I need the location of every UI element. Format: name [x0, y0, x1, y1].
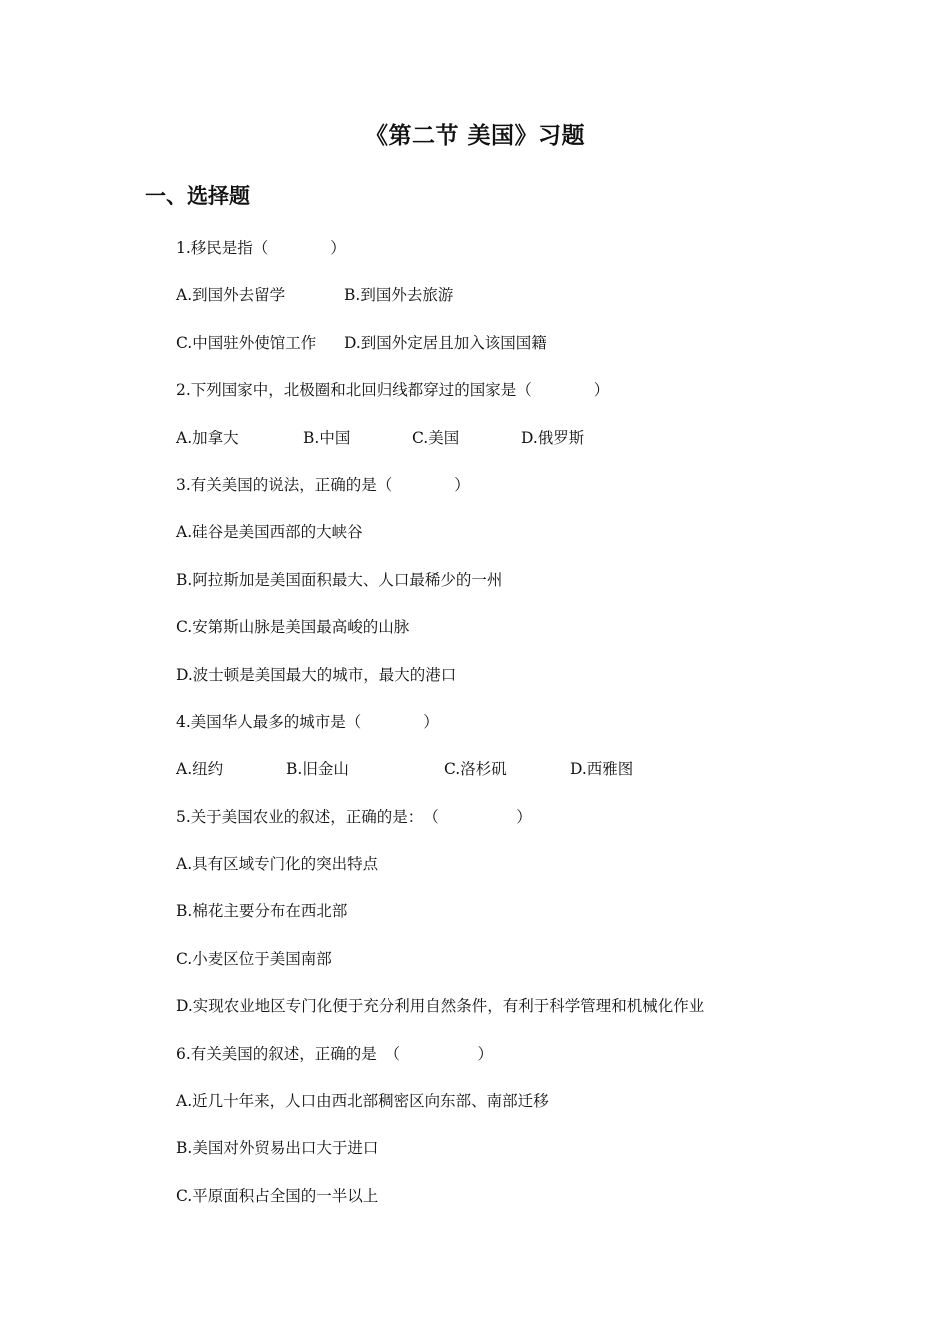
- option-a: A.加拿大: [176, 428, 239, 447]
- option-row: [176, 754, 876, 801]
- option-d: D.西雅图: [570, 760, 634, 779]
- option-a: A.到国外去留学: [176, 286, 286, 305]
- question-stem: 6.有关美国的叙述，正确的是 （ ）: [176, 1044, 494, 1063]
- option-d: D.波士顿是美国最大的城市，最大的港口: [176, 665, 457, 684]
- option-c: C.平原面积占全国的一半以上: [176, 1186, 379, 1205]
- option-a: A.纽约: [176, 760, 224, 779]
- option-b: B.棉花主要分布在西北部: [176, 902, 348, 921]
- question-stem: 5.关于美国农业的叙述，正确的是： （ ）: [176, 807, 532, 826]
- question-stem: 3.有关美国的说法，正确的是（ ）: [176, 475, 470, 494]
- option-d: D.俄罗斯: [521, 428, 585, 447]
- question-stem: 4.美国华人最多的城市是（ ）: [176, 712, 439, 731]
- option-b: B.阿拉斯加是美国面积最大、人口最稀少的一州: [176, 570, 503, 589]
- section-heading: 一、选择题: [145, 184, 250, 208]
- option-b: B.到国外去旅游: [344, 286, 454, 305]
- question-stem: 1.移民是指（ ）: [176, 239, 346, 257]
- question-list: [176, 233, 876, 1228]
- option-b: B.美国对外贸易出口大于进口: [176, 1139, 379, 1158]
- option-c: C.小麦区位于美国南部: [176, 949, 332, 968]
- option-row: [176, 328, 876, 375]
- option-b: B.旧金山: [286, 760, 349, 779]
- option-d: D.实现农业地区专门化便于充分利用自然条件，有利于科学管理和机械化作业: [176, 997, 705, 1016]
- question-stem: 2.下列国家中，北极圈和北回归线都穿过的国家是（ ）: [176, 381, 610, 400]
- option-a: A.近几十年来，人口由西北部稠密区向东部、南部迁移: [176, 1092, 549, 1111]
- option-c: C.洛杉矶: [444, 760, 507, 779]
- option-row: [176, 423, 876, 470]
- option-a: A.具有区域专门化的突出特点: [176, 855, 379, 874]
- option-c: C.安第斯山脉是美国最高峻的山脉: [176, 618, 410, 637]
- option-d: D.到国外定居且加入该国国籍: [344, 333, 547, 352]
- option-a: A.硅谷是美国西部的大峡谷: [176, 523, 363, 542]
- document-title: 《第二节 美国》习题: [364, 123, 585, 149]
- option-b: B.中国: [303, 428, 351, 447]
- option-row: [176, 280, 876, 327]
- option-c: C.美国: [412, 428, 460, 447]
- option-c: C.中国驻外使馆工作: [176, 333, 317, 352]
